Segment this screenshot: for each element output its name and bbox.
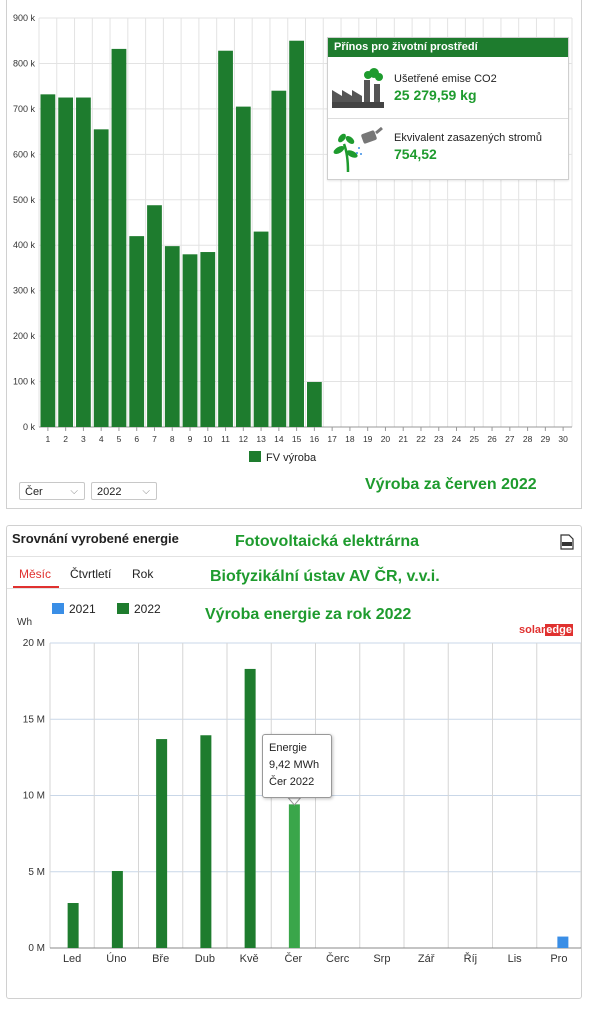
environment-benefits-title: Přínos pro životní prostředí <box>328 38 568 57</box>
bar <box>129 236 144 427</box>
legend-label-2022: 2022 <box>134 602 161 616</box>
chevron-down-icon: ⌵ <box>142 486 150 497</box>
tooltip-pointer <box>288 798 300 805</box>
daily-production-panel <box>6 0 582 509</box>
bar <box>58 98 73 427</box>
co2-value: 25 279,59 kg <box>394 87 477 103</box>
x-tick-label: 24 <box>451 434 462 444</box>
trees-row <box>328 120 568 180</box>
x-tick-label: 2 <box>63 434 69 444</box>
x-tick-label: 30 <box>558 434 568 444</box>
bar-2021 <box>557 937 568 948</box>
x-tick-label: 1 <box>45 434 51 444</box>
trees-label: Ekvivalent zasazených stromů <box>394 132 542 144</box>
x-tick-label: Lis <box>507 953 522 965</box>
legend-label: FV výroba <box>266 452 317 464</box>
bar-tooltip <box>262 734 332 798</box>
x-tick-label: 7 <box>152 434 157 444</box>
x-tick-label: 6 <box>134 434 140 444</box>
x-tick-label: 28 <box>522 434 533 444</box>
legend-label-2021: 2021 <box>69 602 96 616</box>
panel-title: Srovnání vyrobené energie <box>12 531 179 546</box>
chart-subtitle: Výroba energie za rok 2022 <box>205 606 412 623</box>
bar <box>218 51 233 427</box>
tab-quarter[interactable]: Čtvrtletí <box>70 567 112 581</box>
tooltip-label: Energie <box>269 742 307 754</box>
bar <box>307 382 322 427</box>
x-tick-label: Kvě <box>239 953 259 965</box>
chevron-down-icon: ⌵ <box>70 486 78 497</box>
x-tick-label: 27 <box>505 434 515 444</box>
bar <box>76 98 91 427</box>
x-tick-label: 20 <box>380 434 391 444</box>
x-tick-label: 5 <box>116 434 122 444</box>
x-tick-label: Čer <box>284 953 303 965</box>
x-tick-label: Úno <box>106 953 127 965</box>
tooltip-period: Čer 2022 <box>269 776 315 788</box>
month-select[interactable]: Čer ⌵ <box>19 482 85 500</box>
x-tick-label: 9 <box>187 434 193 444</box>
bar <box>112 49 127 427</box>
x-tick-label: 26 <box>487 434 497 444</box>
x-tick-label: Pro <box>550 953 568 965</box>
y-tick-label: 10 M <box>22 790 45 802</box>
solaredge-logo: solaredge <box>519 624 572 636</box>
x-tick-label: 22 <box>416 434 426 444</box>
y-tick-label: 5 M <box>28 866 45 878</box>
bar-2022 <box>200 735 211 948</box>
legend-swatch-2021 <box>52 603 64 614</box>
tooltip-value: 9,42 MWh <box>269 759 320 771</box>
x-tick-label: Dub <box>194 953 215 965</box>
bar <box>271 91 286 427</box>
bar <box>165 246 180 427</box>
x-tick-label: Bře <box>152 953 170 965</box>
x-tick-label: 18 <box>345 434 355 444</box>
year-select[interactable]: 2022 ⌵ <box>91 482 157 500</box>
plant-name: Fotovoltaická elektrárna <box>235 533 420 550</box>
bar-2022 <box>289 804 300 948</box>
x-tick-label: 17 <box>327 434 337 444</box>
environment-benefits-box <box>327 37 569 180</box>
x-tick-label: 23 <box>434 434 444 444</box>
x-tick-label: Zář <box>417 953 435 965</box>
x-tick-label: 8 <box>169 434 175 444</box>
tab-month[interactable]: Měsíc <box>19 567 52 581</box>
y-tick-label: 0 k <box>22 422 35 432</box>
x-tick-label: Říj <box>463 953 478 965</box>
x-tick-label: 16 <box>309 434 320 444</box>
x-tick-label: 13 <box>256 434 266 444</box>
y-tick-label: 200 k <box>12 331 35 342</box>
y-tick-label: 300 k <box>12 285 35 296</box>
bar-2022 <box>156 739 167 948</box>
y-tick-label: 700 k <box>12 103 35 114</box>
y-tick-label: 0 M <box>28 943 45 954</box>
x-tick-label: 15 <box>291 434 302 444</box>
institute-name: Biofyzikální ústav AV ČR, v.v.i. <box>210 568 440 585</box>
x-tick-label: 19 <box>362 434 373 444</box>
x-tick-label: 3 <box>81 434 86 444</box>
y-tick-label: 500 k <box>12 194 35 205</box>
factory-icon <box>330 66 386 110</box>
trees-value: 754,52 <box>394 146 437 162</box>
y-tick-label: 15 M <box>22 714 45 726</box>
bar <box>94 129 109 427</box>
bar <box>289 41 304 427</box>
co2-row <box>328 60 568 120</box>
bar-2022 <box>112 871 123 948</box>
y-tick-label: 800 k <box>12 58 35 69</box>
bar <box>147 205 162 427</box>
y-tick-label: 20 M <box>22 638 45 649</box>
y-axis-label: Wh <box>17 617 32 628</box>
legend-swatch-2022 <box>117 603 129 614</box>
tree-watering-icon <box>330 124 386 174</box>
x-tick-label: Led <box>62 953 82 965</box>
energy-comparison-panel <box>6 525 582 999</box>
x-tick-label: Srp <box>373 953 391 965</box>
y-tick-label: 100 k <box>12 376 35 387</box>
co2-label: Ušetřené emise CO2 <box>394 73 497 85</box>
legend-swatch <box>249 451 261 462</box>
x-tick-label: 10 <box>203 434 213 444</box>
x-tick-label: 4 <box>98 434 104 444</box>
bar-2022 <box>68 903 79 948</box>
x-tick-label: 21 <box>398 434 408 444</box>
x-tick-label: 11 <box>221 434 230 444</box>
bar <box>183 254 198 427</box>
bar-2022 <box>245 669 256 948</box>
x-tick-label: 29 <box>540 434 551 444</box>
x-tick-label: 25 <box>469 434 480 444</box>
bar <box>236 107 251 427</box>
tab-year[interactable]: Rok <box>132 567 154 581</box>
y-tick-label: 400 k <box>12 240 35 251</box>
x-tick-label: 12 <box>238 434 249 444</box>
bar <box>41 94 56 427</box>
june-caption: Výroba za červen 2022 <box>365 476 537 493</box>
x-tick-label: 14 <box>274 434 284 444</box>
bar <box>200 252 215 427</box>
bar <box>254 232 269 427</box>
x-tick-label: Čerc <box>326 953 350 965</box>
y-tick-label: 900 k <box>12 13 35 23</box>
y-tick-label: 600 k <box>12 149 35 160</box>
